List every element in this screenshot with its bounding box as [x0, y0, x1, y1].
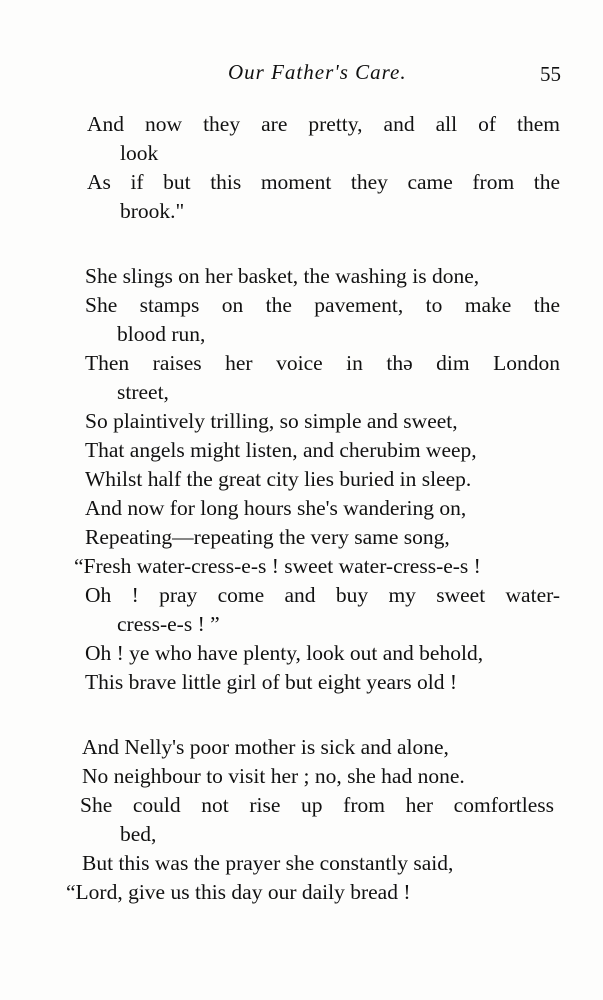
poem-line-continuation: bed,	[120, 822, 157, 846]
poem-line: “Lord, give us this day our daily bread !	[66, 880, 411, 904]
poem-line: But this was the prayer she constantly said,	[82, 851, 454, 875]
poem-line: And now they are pretty, and all of them	[87, 112, 560, 136]
poem-line-continuation: cress-e-s ! ”	[117, 612, 220, 636]
poem-line: This brave little girl of but eight years old !	[85, 670, 457, 694]
poem-line-continuation: blood run,	[117, 322, 206, 346]
poem-line: She stamps on the pavement, to make the	[85, 293, 560, 317]
stanza-3	[0, 733, 603, 907]
page-number: 55	[540, 62, 561, 86]
stanza-1	[0, 110, 603, 226]
poem-line: That angels might listen, and cherubim weep,	[85, 438, 477, 462]
poem-line: “Fresh water-cress-e-s ! sweet water-cress-e-s !	[74, 554, 481, 578]
poem-line: She could not rise up from her comfortless	[80, 793, 554, 817]
poem-line-continuation: brook."	[120, 199, 185, 223]
running-title: Our Father's Care.	[228, 60, 407, 84]
poem-line: Then raises her voice in thə dim London	[85, 351, 560, 375]
poem-line: So plaintively trilling, so simple and sweet,	[85, 409, 458, 433]
poem-line-continuation: street,	[117, 380, 169, 404]
poem-line: Whilst half the great city lies buried in sleep.	[85, 467, 472, 491]
poem-line: Repeating—repeating the very same song,	[85, 525, 450, 549]
poem-line: As if but this moment they came from the	[87, 170, 560, 194]
poem-line: No neighbour to visit her ; no, she had none.	[82, 764, 465, 788]
poem-line: Oh ! ye who have plenty, look out and behold,	[85, 641, 484, 665]
stanza-2	[0, 262, 603, 697]
poem-line: She slings on her basket, the washing is done,	[85, 264, 480, 288]
poem-line-continuation: look	[120, 141, 159, 165]
poem-text	[0, 110, 603, 907]
poem-line: Oh ! pray come and buy my sweet water-	[85, 583, 560, 607]
poem-line: And now for long hours she's wandering on,	[85, 496, 467, 520]
running-header	[0, 60, 603, 90]
poem-line: And Nelly's poor mother is sick and alone,	[82, 735, 449, 759]
